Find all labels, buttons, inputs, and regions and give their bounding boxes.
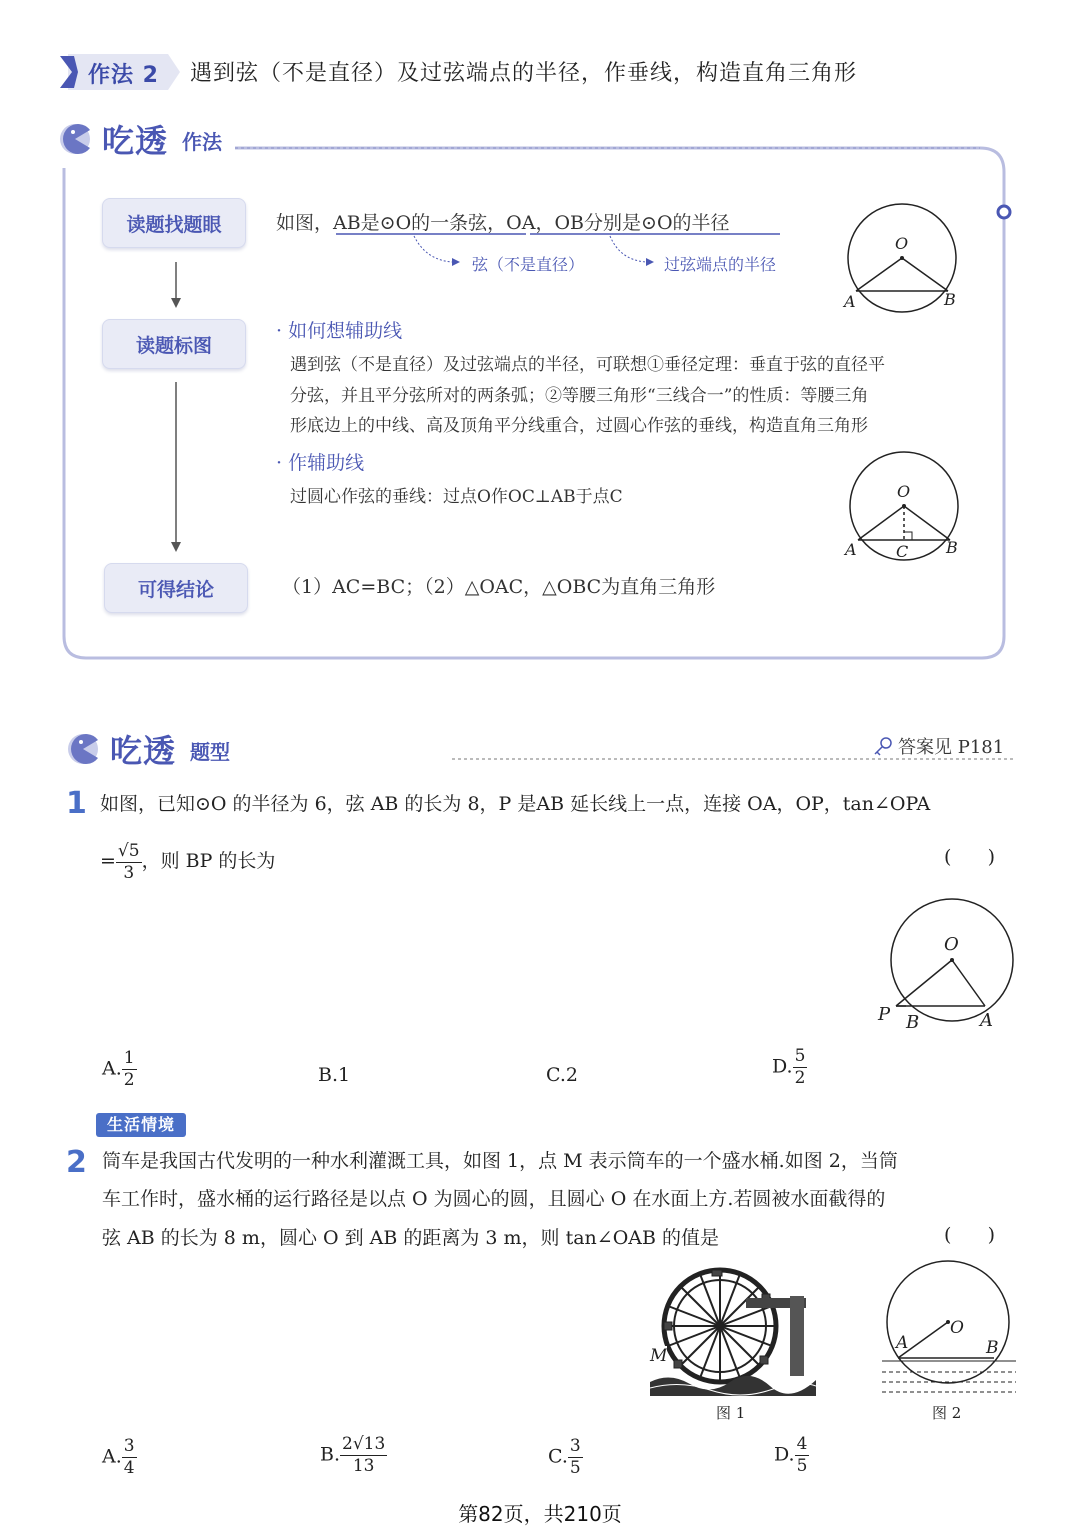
fig1-label-A: A xyxy=(844,292,856,311)
q2-option-d-num: 4 xyxy=(796,1434,808,1454)
q2-answer-paren: ( ) xyxy=(944,1224,996,1246)
step1-note-chord: 弦（不是直径） xyxy=(472,255,585,274)
step3-conclusion: （1）AC=BC；（2）△OAC，△OBC为直角三角形 xyxy=(282,576,716,598)
method-tag-label: 作法 2 xyxy=(88,63,159,88)
q1-option-d[interactable] xyxy=(772,1048,807,1087)
step-arrows xyxy=(166,258,186,558)
q2-option-b-num: 2√13 xyxy=(342,1434,386,1454)
q2-option-d-den: 5 xyxy=(796,1456,808,1476)
q1-label-B: B xyxy=(906,1012,920,1033)
q1-tan-fraction xyxy=(116,840,142,883)
q2-option-b-den: 13 xyxy=(352,1456,375,1476)
q2-option-c[interactable] xyxy=(548,1438,583,1477)
q1-number: 1 xyxy=(66,786,87,821)
q1-line1: 如图，已知⊙O 的半径为 6，弦 AB 的长为 8，P 是AB 延长线上一点，连接 OA，OP，tan∠OPA xyxy=(100,793,931,815)
section2-heading-small: 题型 xyxy=(190,740,230,764)
fig1-label-B: B xyxy=(944,290,956,309)
q1-tan-den: 3 xyxy=(123,862,135,883)
step-find-key: 读题找题眼 xyxy=(102,198,246,248)
q1-option-a[interactable] xyxy=(102,1050,137,1089)
q1-option-d-label: D. xyxy=(772,1055,793,1078)
q1-option-b[interactable]: B.1 xyxy=(318,1064,351,1086)
q2-fig1-label-M: M xyxy=(650,1346,668,1366)
q1-option-d-den: 2 xyxy=(794,1068,806,1088)
q2-option-a-num: 3 xyxy=(123,1436,135,1456)
fig1-label-O: O xyxy=(895,234,909,253)
q2-figure-circle-water xyxy=(876,1260,1021,1395)
fig2-label-A: A xyxy=(845,540,857,559)
step2-para-line3: 形底边上的中线、高及顶角平分线重合，过圆心作弦的垂线，构造直角三角形 xyxy=(290,416,868,436)
key-icon xyxy=(872,735,894,757)
step-conclusion: 可得结论 xyxy=(104,563,248,613)
q1-line2 xyxy=(100,842,275,882)
page-footer: 第82页，共210页 xyxy=(458,1502,622,1526)
q1-option-a-den: 2 xyxy=(123,1070,135,1090)
q2-option-b[interactable] xyxy=(320,1436,387,1475)
q1-tan-num: √5 xyxy=(117,840,140,861)
step1-note-radius: 过弦端点的半径 xyxy=(664,255,777,274)
fig2-label-O: O xyxy=(897,482,911,501)
q2-label-B: B xyxy=(986,1338,999,1358)
q2-option-d[interactable] xyxy=(774,1436,809,1475)
step2-heading-idea: · 如何想辅助线 xyxy=(276,320,403,342)
section-heading-small: 作法 xyxy=(182,130,222,154)
q1-label-A: A xyxy=(980,1010,993,1031)
q1-option-a-label: A. xyxy=(102,1057,122,1080)
q1-figure xyxy=(870,898,1030,1038)
q1-line2-text: ，则 BP 的长为 xyxy=(141,850,276,872)
q2-option-d-label: D. xyxy=(774,1443,795,1466)
q2-fig2-caption: 图 2 xyxy=(932,1404,962,1422)
q1-option-a-num: 1 xyxy=(123,1048,135,1068)
q2-fig1-caption: 图 1 xyxy=(716,1404,746,1422)
step2-construct-text: 过圆心作弦的垂线：过点O作OC⊥AB于点C xyxy=(290,487,623,507)
method-tag xyxy=(60,52,180,92)
step2-para-line1: 遇到弦（不是直径）及过弦端点的半径，可联想①垂径定理：垂直于弦的直径平 xyxy=(290,355,885,375)
step2-heading-construct: · 作辅助线 xyxy=(276,452,365,474)
q2-option-c-label: C. xyxy=(548,1445,568,1468)
q1-label-O: O xyxy=(944,934,959,955)
water-wheel-illustration xyxy=(650,1264,816,1396)
fig2-label-C: C xyxy=(896,542,909,561)
step1-sentence: 如图，AB是⊙O的一条弦，OA，OB分别是⊙O的半径 xyxy=(276,212,730,234)
q2-line2: 车工作时，盛水桶的运行路径是以点 O 为圆心的圆，且圆心 O 在水面上方.若圆被水面截得的 xyxy=(102,1188,886,1210)
pacman-icon xyxy=(66,732,100,766)
q2-label-O: O xyxy=(950,1318,964,1338)
q1-option-c[interactable]: C.2 xyxy=(546,1064,578,1086)
fig2-label-B: B xyxy=(946,538,958,557)
q1-label-P: P xyxy=(878,1004,891,1025)
q1-answer-paren: ( ) xyxy=(944,846,996,868)
q1-equals: = xyxy=(100,850,116,872)
q2-option-b-label: B. xyxy=(320,1443,341,1466)
q2-option-a-label: A. xyxy=(102,1445,122,1468)
method-title: 遇到弦（不是直径）及过弦端点的半径，作垂线，构造直角三角形 xyxy=(190,61,858,86)
step-mark-figure: 读题标图 xyxy=(102,319,246,369)
q2-number: 2 xyxy=(66,1145,87,1180)
section2-heading-big: 吃透 xyxy=(110,732,177,770)
q2-option-a[interactable] xyxy=(102,1438,137,1477)
answer-reference: 答案见 P181 xyxy=(898,737,1005,758)
step2-para-line2: 分弦，并且平分弦所对的两条弧；②等腰三角形“三线合一”的性质：等腰三角 xyxy=(290,386,869,406)
q2-option-c-num: 3 xyxy=(569,1436,581,1456)
q2-line1: 筒车是我国古代发明的一种水利灌溉工具，如图 1，点 M 表示筒车的一个盛水桶.如图 2，当筒 xyxy=(102,1150,898,1172)
q2-line3: 弦 AB 的长为 8 m，圆心 O 到 AB 的距离为 3 m，则 tan∠OAB 的值是 xyxy=(102,1227,720,1249)
life-context-tag: 生活情境 xyxy=(96,1113,186,1137)
q2-option-a-den: 4 xyxy=(123,1458,135,1478)
section-heading-big: 吃透 xyxy=(102,122,169,160)
q2-option-c-den: 5 xyxy=(569,1458,581,1478)
q1-option-d-num: 5 xyxy=(794,1046,806,1066)
q2-label-A: A xyxy=(896,1333,909,1353)
